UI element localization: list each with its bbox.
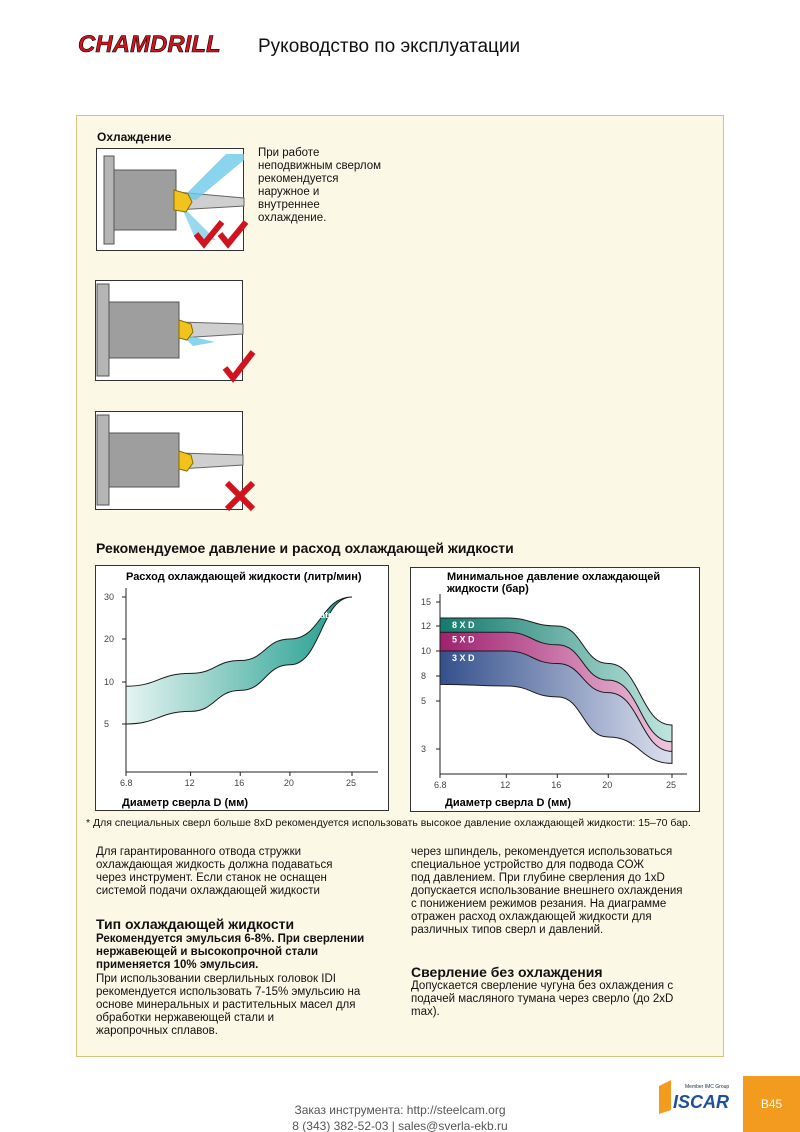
x-tick-label: 6.8: [434, 780, 447, 790]
text-line: с понижением режимов резания. На диаграмме: [411, 898, 667, 910]
text-line: допускается использование внешнего охлаждения: [411, 885, 683, 897]
y-tick-label: 5: [421, 696, 427, 706]
heading-dry-drilling: Сверление без охлаждения: [411, 964, 603, 980]
x-tick-label: 12: [184, 778, 195, 788]
y-tick-label: 3: [421, 744, 427, 754]
y-tick-label: 30: [104, 592, 115, 602]
logo-text: CHAMDRILL: [78, 31, 221, 58]
chart2-title-line2: жидкости (бар): [447, 583, 529, 595]
x-tick-label: 20: [602, 780, 613, 790]
iscar-logo: [657, 1080, 737, 1114]
cooling-figure-external-only: [95, 411, 245, 517]
text-line: Для гарантированного отвода стружки: [96, 846, 302, 858]
y-tick-label: 10: [104, 677, 115, 687]
pressure-chart: [410, 567, 700, 812]
series-label: 3 X D: [452, 653, 475, 663]
cooling-note: [258, 147, 381, 225]
text-line: Рекомендуется эмульсия 6-8%. При сверлении: [96, 933, 365, 945]
x-tick-label: 20: [283, 778, 294, 788]
page-title: Руководство по эксплуатации: [258, 36, 521, 57]
text-line: отражен расход охлаждающей жидкости для: [411, 911, 652, 923]
flow-rate-label: flow rate: [296, 610, 334, 620]
text-line: различных типов сверл и давлений.: [411, 924, 604, 936]
x-tick-label: 16: [234, 778, 245, 788]
text-line: специальное устройство для подвода СОЖ: [411, 859, 644, 871]
text-line: через инструмент. Если станок не оснащен: [96, 872, 327, 884]
contact-line[interactable]: 8 (343) 382-52-03 | sales@sverla-ekb.ru: [292, 1119, 508, 1132]
cooling-figure-external-internal: [96, 148, 246, 254]
col1-bold: [96, 933, 406, 972]
note-line: неподвижным сверлом: [258, 160, 382, 172]
y-tick-label: 10: [421, 646, 432, 656]
text-line: под давлением. При глубине сверления до 1xD: [411, 872, 665, 884]
x-tick-label: 16: [551, 780, 562, 790]
heading-coolant-type: Тип охлаждающей жидкости: [96, 916, 295, 932]
y-tick-label: 8: [421, 671, 427, 681]
y-tick-label: 12: [421, 621, 432, 631]
text-line: Допускается сверление чугуна без охлаждения с: [411, 980, 674, 992]
text-line: охлаждающая жидкость должна подаваться: [96, 859, 333, 871]
text-line: рекомендуется использовать 7-15% эмульсию на: [96, 986, 361, 998]
x-tick-label: 25: [346, 778, 357, 788]
cooling-title: Охлаждение: [97, 130, 172, 144]
text-line: обработки нержавеющей стали и: [96, 1012, 275, 1024]
series-label: 8 X D: [452, 620, 475, 630]
chamdrill-logo: [76, 30, 236, 58]
series-label: 5 X D: [452, 634, 475, 645]
note-line: наружное и: [258, 186, 320, 198]
note-line: При работе: [258, 147, 320, 159]
text-line: основе минеральных и растительных масел для: [96, 999, 356, 1011]
text-line: подачей масляного тумана через сверло (до 2xD: [411, 993, 674, 1005]
col1-intro: [96, 846, 406, 898]
chart1-title: Расход охлаждающей жидкости (литр/мин): [126, 571, 362, 583]
brand-small: Member IMC Group: [685, 1084, 730, 1090]
page-number: B45: [743, 1076, 800, 1132]
x-tick-label: 6.8: [120, 778, 133, 788]
col2-body: [411, 846, 711, 937]
flow-rate-chart: [95, 565, 389, 811]
note-line: рекомендуется: [258, 173, 339, 185]
text-line: При использовании сверлильных головок IDI: [96, 973, 336, 985]
text-line: системой подачи охлаждающей жидкости: [96, 885, 320, 897]
chart2-title-line1: Минимальное давление охлаждающей: [447, 571, 661, 583]
note-line: внутреннее: [258, 199, 320, 211]
y-tick-label: 20: [104, 634, 115, 644]
x-tick-label: 25: [666, 780, 677, 790]
text-line: применяется 10% эмульсия.: [96, 959, 259, 971]
text-line: жаропрочных сплавов.: [96, 1025, 218, 1037]
brand-text: ISCAR: [673, 1092, 730, 1112]
x-tick-label: 12: [500, 780, 511, 790]
col1-body: [96, 973, 406, 1038]
note-line: охлаждение.: [258, 212, 327, 224]
col2-dry-body: [411, 980, 711, 1019]
y-tick-label: 5: [104, 719, 110, 729]
cooling-figure-internal: [95, 280, 245, 386]
chart1-xlabel: Диаметр сверла D (мм): [122, 797, 249, 809]
footer-contact: [240, 1102, 560, 1132]
footnote: * Для специальных сверл больше 8xD рекомендуется использовать высокое давление охлаждающей жидкости: 15–70 бар.: [86, 817, 691, 829]
y-tick-label: 15: [421, 597, 432, 607]
chart2-xlabel: Диаметр сверла D (мм): [445, 797, 572, 809]
text-line: max).: [411, 1006, 440, 1018]
text-line: через шпиндель, рекомендуется использоваться: [411, 846, 673, 858]
text-line: нержавеющей и высокопрочной стали: [96, 946, 319, 958]
section-title: Рекомендуемое давление и расход охлаждающей жидкости: [96, 540, 514, 556]
order-link[interactable]: Заказ инструмента: http://steelcam.org: [294, 1103, 506, 1117]
